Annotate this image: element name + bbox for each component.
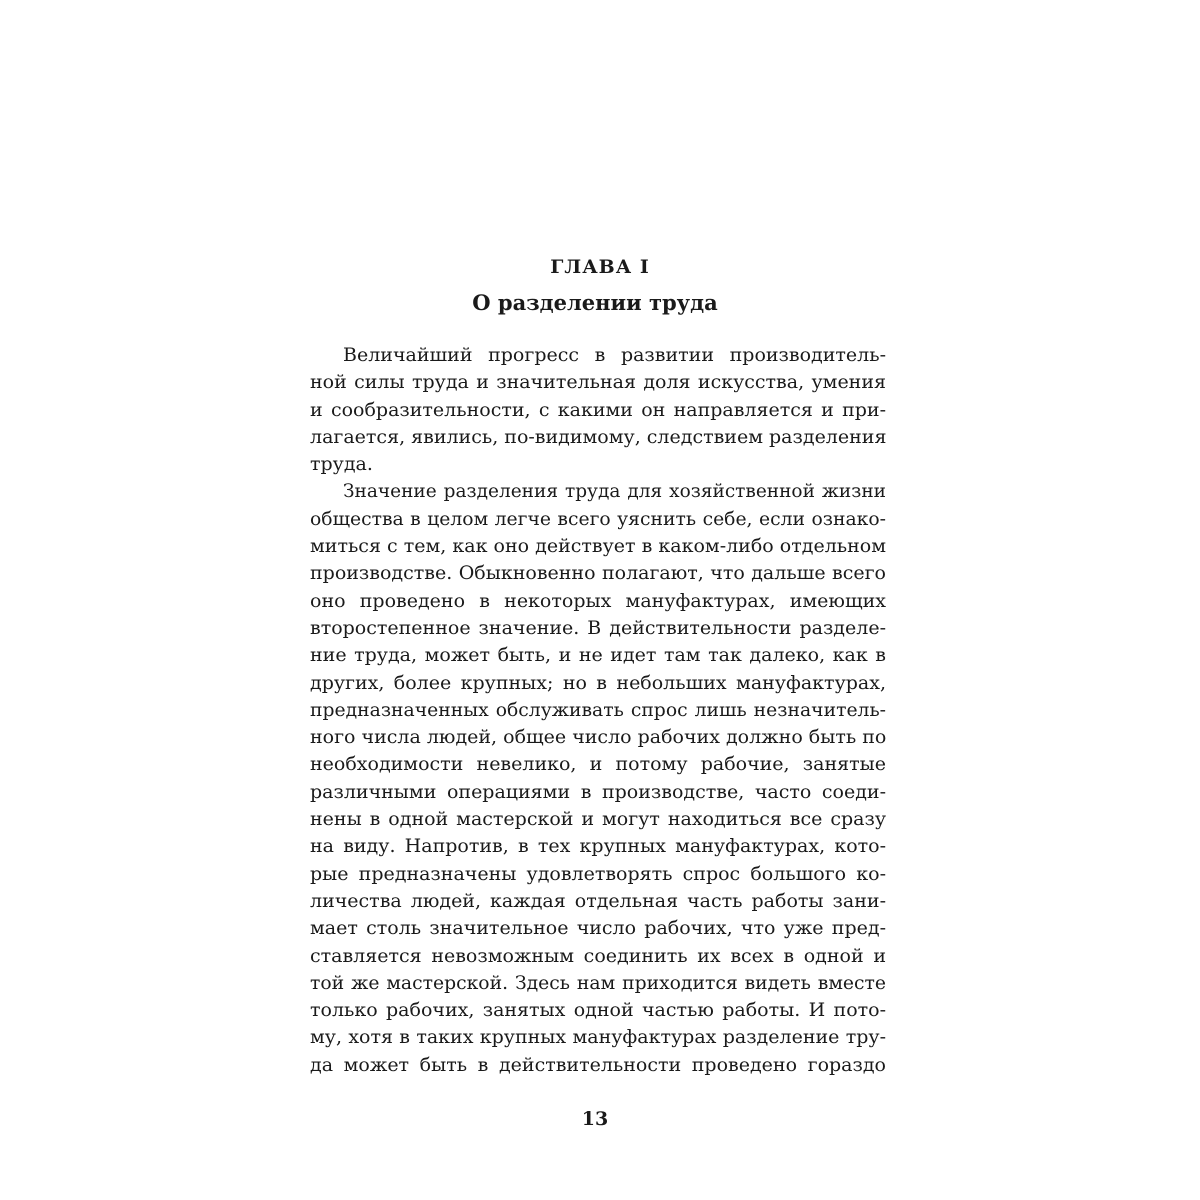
chapter-label: ГЛАВА I [550, 256, 650, 278]
text-line: только рабочих, занятых одной частью работы. И пото- [310, 999, 886, 1022]
text-line: миться с тем, как оно действует в каком-либо отдельном [310, 535, 886, 558]
text-line: и сообразительности, с какими он направляется и при- [310, 398, 886, 421]
text-line: личества людей, каждая отдельная часть работы зани- [310, 889, 886, 912]
chapter-title: О разделении труда [472, 290, 718, 315]
text-line: необходимости невелико, и потому рабочие, занятые [310, 753, 886, 776]
text-line: мает столь значительное число рабочих, что уже пред- [310, 917, 886, 940]
text-line: ставляется невозможным соединить их всех в одной и [310, 944, 886, 967]
text-line: рые предназначены удовлетворять спрос большого ко- [310, 862, 886, 885]
text-line: различными операциями в производстве, часто соеди- [310, 780, 886, 803]
text-line: нены в одной мастерской и могут находиться все сразу [310, 808, 886, 831]
page-number: 13 [581, 1108, 609, 1130]
text-line: на виду. Напротив, в тех крупных мануфактурах, кото- [310, 835, 886, 858]
text-line: той же мастерской. Здесь нам приходится видеть вместе [310, 972, 886, 994]
text-line: второстепенное значение. В действительности разделе- [310, 616, 886, 639]
text-line: оно проведено в некоторых мануфактурах, имеющих [310, 589, 886, 612]
text-line: производстве. Обыкновенно полагают, что дальше всего [310, 562, 886, 585]
text-line: Значение разделения труда для хозяйственной жизни [343, 481, 886, 503]
text-line: ной силы труда и значительная доля искусства, умения [310, 371, 886, 394]
text-line: труда. [310, 453, 373, 476]
text-line: да может быть в действительности проведено гораздо [310, 1053, 886, 1076]
text-line: Величайший прогресс в развитии производитель- [343, 344, 886, 366]
text-line: му, хотя в таких крупных мануфактурах разделение тру- [310, 1026, 886, 1049]
text-line: ного числа людей, общее число рабочих должно быть по [310, 726, 886, 749]
text-line: лагается, явились, по-видимому, следствием разделения [310, 425, 886, 448]
body-text [310, 342, 886, 1079]
text-line: предназначенных обслуживать спрос лишь незначитель- [310, 699, 886, 721]
text-line: ние труда, может быть, и не идет там так далеко, как в [310, 644, 886, 667]
text-line: общества в целом легче всего уяснить себе, если ознако- [310, 508, 886, 530]
text-line: других, более крупных; но в небольших мануфактурах, [310, 671, 886, 694]
